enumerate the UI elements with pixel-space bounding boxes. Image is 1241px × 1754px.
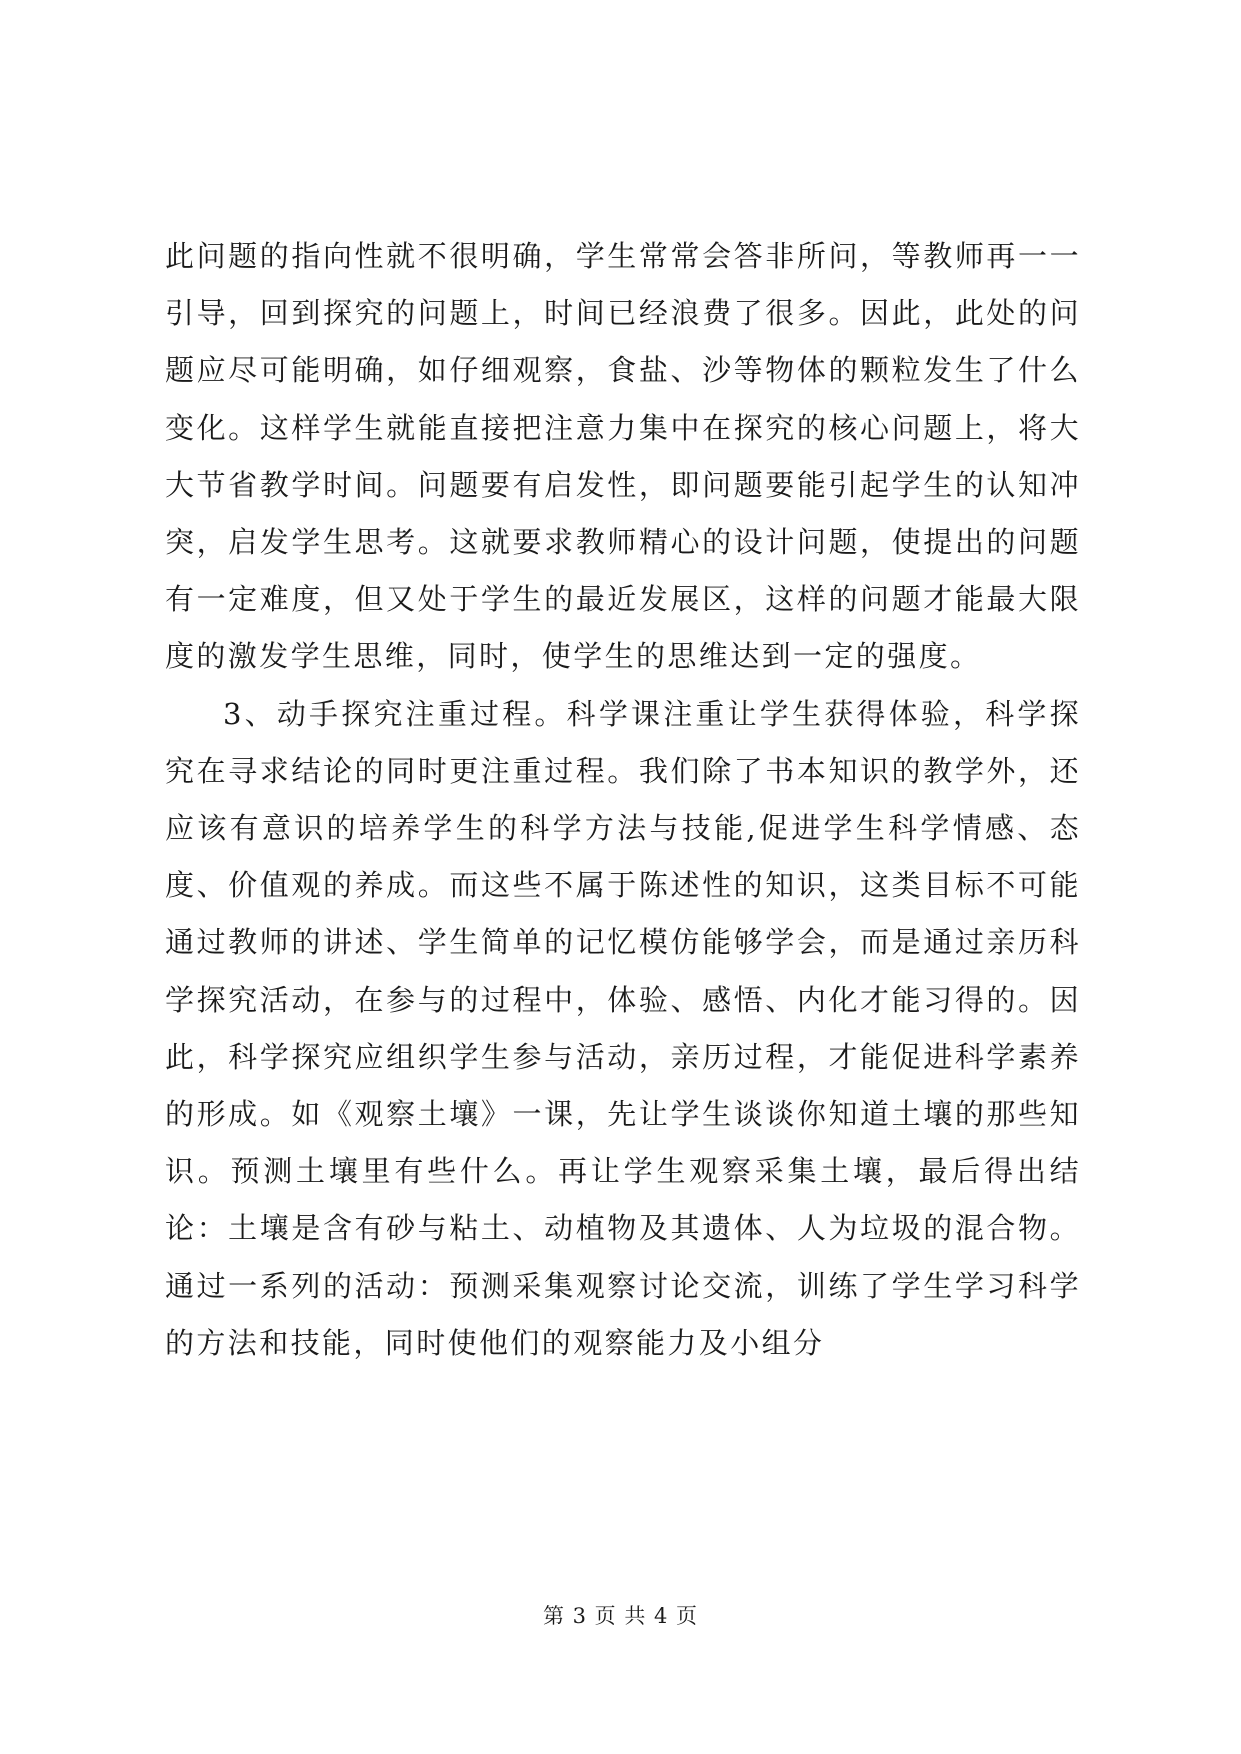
paragraph-continuation: 此问题的指向性就不很明确，学生常常会答非所问，等教师再一一引导，回到探究的问题上，时间已经浪费了很多。因此，此处的问题应尽可能明确，如仔细观察，食盐、沙等物体的颗粒发生了什么变化。这样学生就能直接把注意力集中在探究的核心问题上，将大大节省教学时间。问题要有启发性，即问题要能引起学生的认知冲突，启发学生思考。这就要求教师精心的设计问题，使提出的问题有一定难度，但又处于学生的最近发展区，这样的问题才能最大限度的激发学生思维，同时，使学生的思维达到一定的强度。 xyxy=(165,239,1081,674)
body-text xyxy=(165,228,1081,1372)
page-number: 第 3 页 共 4 页 xyxy=(542,1604,699,1628)
paragraph-section-3: 3、动手探究注重过程。科学课注重让学生获得体验，科学探究在寻求结论的同时更注重过程。我们除了书本知识的教学外，还应该有意识的培养学生的科学方法与技能,促进学生科学情感、态度、价值观的养成。而这些不属于陈述性的知识，这类目标不可能通过教师的讲述、学生简单的记忆模仿能够学会，而是通过亲历科学探究活动，在参与的过程中，体验、感悟、内化才能习得的。因此，科学探究应组织学生参与活动，亲历过程，才能促进科学素养的形成。如《观察土壤》一课，先让学生谈谈你知道土壤的那些知识。预测土壤里有些什么。再让学生观察采集土壤，最后得出结论：土壤是含有砂与粘土、动植物及其遗体、人为垃圾的混合物。通过一系列的活动：预测采集观察讨论交流，训练了学生学习科学的方法和技能，同时使他们的观察能力及小组分 xyxy=(165,696,1081,1360)
page-footer xyxy=(0,1600,1241,1630)
